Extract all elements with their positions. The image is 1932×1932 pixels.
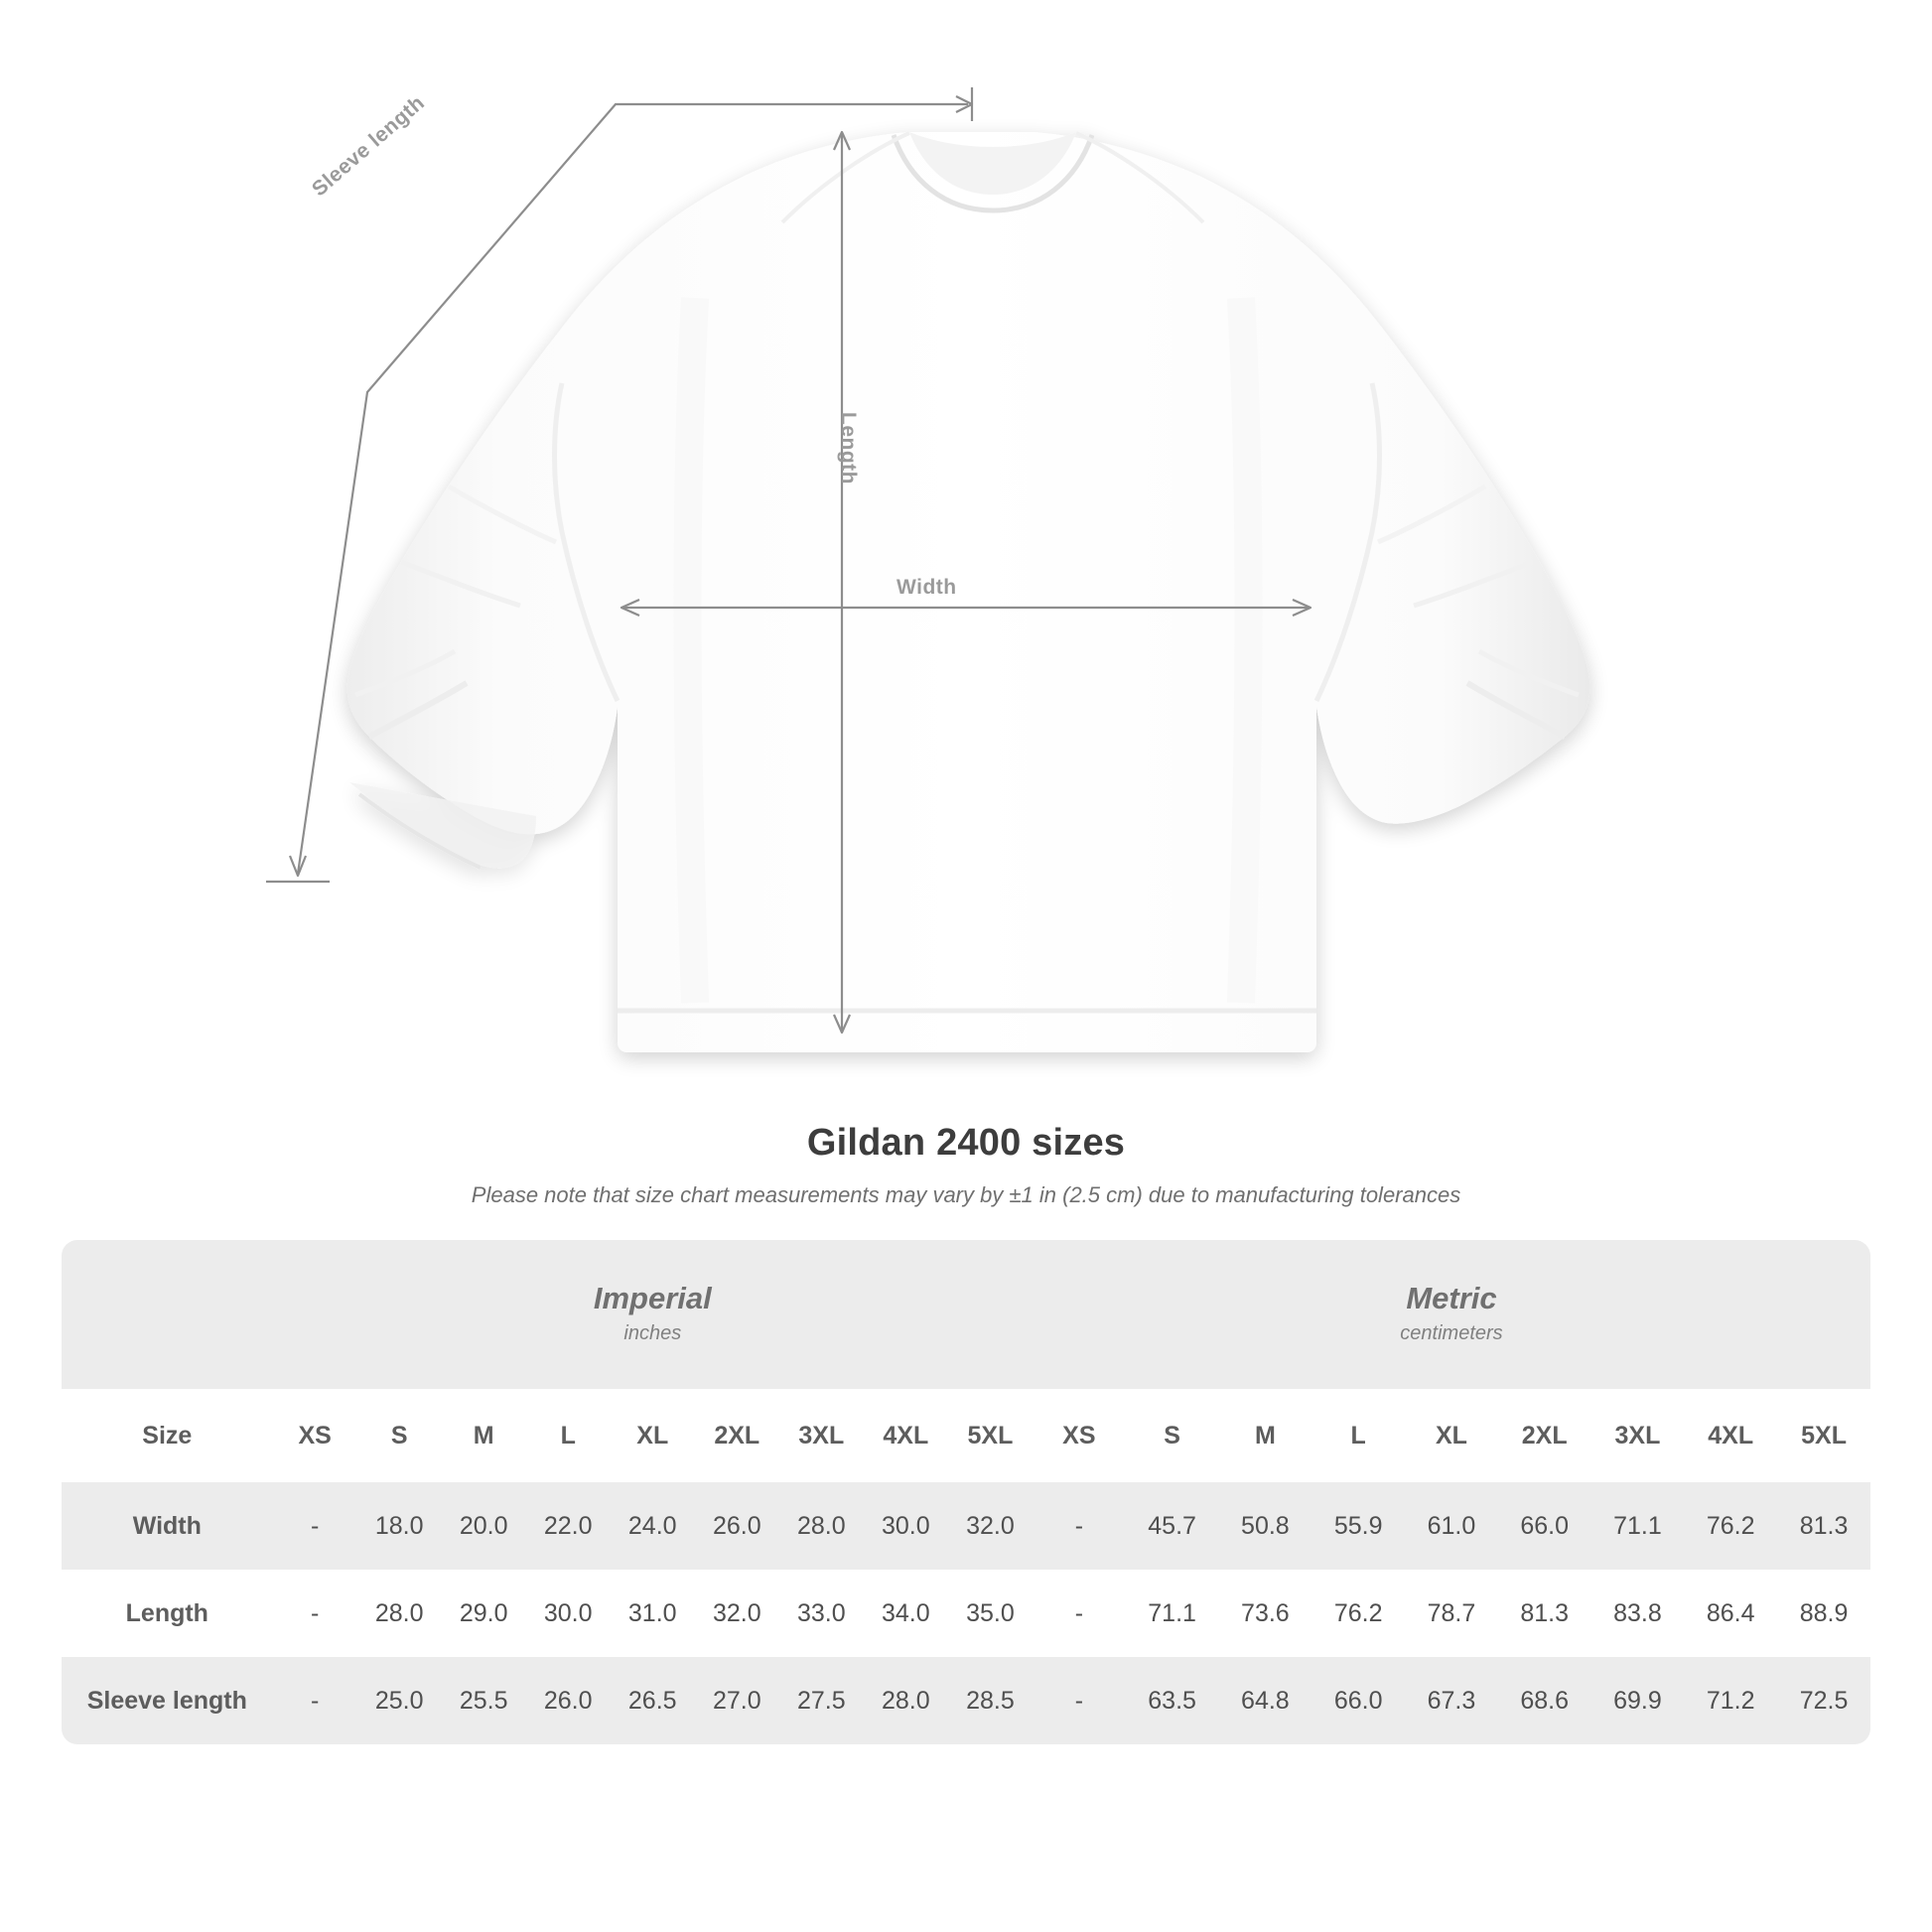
cell-width-imperial-4xl: 30.0 bbox=[864, 1482, 948, 1570]
cell-width-metric-xl: 61.0 bbox=[1405, 1482, 1498, 1570]
size-table-wrap bbox=[62, 1240, 1870, 1744]
size-col-metric-xs: XS bbox=[1033, 1389, 1126, 1482]
cell-length-imperial-s: 28.0 bbox=[357, 1570, 442, 1657]
cell-length-metric-xl: 78.7 bbox=[1405, 1570, 1498, 1657]
cell-sleeve-metric-5xl: 72.5 bbox=[1777, 1657, 1870, 1744]
cell-length-imperial-xs: - bbox=[273, 1570, 357, 1657]
size-col-metric-m: M bbox=[1219, 1389, 1312, 1482]
unit-header-spacer bbox=[62, 1240, 273, 1389]
cell-sleeve-metric-3xl: 69.9 bbox=[1591, 1657, 1685, 1744]
size-col-imperial-s: S bbox=[357, 1389, 442, 1482]
cell-length-imperial-2xl: 32.0 bbox=[695, 1570, 779, 1657]
cell-length-imperial-5xl: 35.0 bbox=[948, 1570, 1033, 1657]
cell-width-metric-2xl: 66.0 bbox=[1498, 1482, 1591, 1570]
cell-width-imperial-s: 18.0 bbox=[357, 1482, 442, 1570]
unit-name-metric: Metric bbox=[1406, 1280, 1497, 1315]
cell-sleeve-imperial-3xl: 27.5 bbox=[779, 1657, 864, 1744]
cell-length-metric-xs: - bbox=[1033, 1570, 1126, 1657]
page-title: Gildan 2400 sizes bbox=[806, 1122, 1126, 1164]
title-block bbox=[0, 1122, 1932, 1208]
unit-header-imperial bbox=[273, 1240, 1033, 1389]
cell-width-metric-s: 45.7 bbox=[1126, 1482, 1219, 1570]
cell-sleeve-imperial-s: 25.0 bbox=[357, 1657, 442, 1744]
cell-sleeve-metric-xl: 67.3 bbox=[1405, 1657, 1498, 1744]
unit-sub-metric: centimeters bbox=[1400, 1322, 1503, 1345]
size-col-imperial-l: L bbox=[526, 1389, 611, 1482]
size-col-imperial-5xl: 5XL bbox=[948, 1389, 1033, 1482]
cell-length-metric-4xl: 86.4 bbox=[1684, 1570, 1777, 1657]
table-row bbox=[62, 1482, 1870, 1570]
cell-width-metric-l: 55.9 bbox=[1311, 1482, 1405, 1570]
size-col-imperial-m: M bbox=[442, 1389, 526, 1482]
cell-length-imperial-4xl: 34.0 bbox=[864, 1570, 948, 1657]
cell-sleeve-metric-4xl: 71.2 bbox=[1684, 1657, 1777, 1744]
cell-length-imperial-m: 29.0 bbox=[442, 1570, 526, 1657]
cell-sleeve-metric-xs: - bbox=[1033, 1657, 1126, 1744]
cell-sleeve-metric-l: 66.0 bbox=[1311, 1657, 1405, 1744]
cell-sleeve-imperial-l: 26.0 bbox=[526, 1657, 611, 1744]
cell-width-metric-xs: - bbox=[1033, 1482, 1126, 1570]
table-row bbox=[62, 1657, 1870, 1744]
size-col-metric-5xl: 5XL bbox=[1777, 1389, 1870, 1482]
row-label-sleeve-length: Sleeve length bbox=[62, 1657, 273, 1744]
size-header-row bbox=[62, 1389, 1870, 1482]
cell-width-metric-4xl: 76.2 bbox=[1684, 1482, 1777, 1570]
cell-length-imperial-3xl: 33.0 bbox=[779, 1570, 864, 1657]
size-col-metric-3xl: 3XL bbox=[1591, 1389, 1685, 1482]
cell-length-metric-l: 76.2 bbox=[1311, 1570, 1405, 1657]
cell-sleeve-imperial-5xl: 28.5 bbox=[948, 1657, 1033, 1744]
cell-length-metric-3xl: 83.8 bbox=[1591, 1570, 1685, 1657]
size-header-label: Size bbox=[62, 1389, 273, 1482]
cell-sleeve-imperial-xs: - bbox=[273, 1657, 357, 1744]
cell-length-metric-5xl: 88.9 bbox=[1777, 1570, 1870, 1657]
cell-width-imperial-l: 22.0 bbox=[526, 1482, 611, 1570]
cell-width-metric-5xl: 81.3 bbox=[1777, 1482, 1870, 1570]
cell-width-metric-m: 50.8 bbox=[1219, 1482, 1312, 1570]
size-col-imperial-xs: XS bbox=[273, 1389, 357, 1482]
cell-width-metric-3xl: 71.1 bbox=[1591, 1482, 1685, 1570]
cell-length-metric-m: 73.6 bbox=[1219, 1570, 1312, 1657]
cell-length-imperial-xl: 31.0 bbox=[611, 1570, 695, 1657]
size-col-metric-xl: XL bbox=[1405, 1389, 1498, 1482]
size-col-metric-s: S bbox=[1126, 1389, 1219, 1482]
unit-header-row bbox=[62, 1240, 1870, 1389]
cell-sleeve-imperial-xl: 26.5 bbox=[611, 1657, 695, 1744]
unit-name-imperial: Imperial bbox=[593, 1280, 712, 1315]
size-col-imperial-4xl: 4XL bbox=[864, 1389, 948, 1482]
shirt-shape bbox=[347, 132, 1590, 1052]
cell-sleeve-imperial-2xl: 27.0 bbox=[695, 1657, 779, 1744]
cell-sleeve-metric-2xl: 68.6 bbox=[1498, 1657, 1591, 1744]
tolerance-note: Please note that size chart measurements may vary by ±1 in (2.5 cm) due to manufacturing tolerances bbox=[471, 1182, 1461, 1207]
cell-width-imperial-2xl: 26.0 bbox=[695, 1482, 779, 1570]
unit-header-metric bbox=[1033, 1240, 1870, 1389]
length-label: Length bbox=[837, 412, 860, 484]
unit-sub-imperial: inches bbox=[623, 1322, 682, 1345]
row-label-width: Width bbox=[62, 1482, 273, 1570]
cell-sleeve-imperial-4xl: 28.0 bbox=[864, 1657, 948, 1744]
cell-width-imperial-3xl: 28.0 bbox=[779, 1482, 864, 1570]
width-label: Width bbox=[897, 576, 957, 599]
cell-sleeve-imperial-m: 25.5 bbox=[442, 1657, 526, 1744]
row-label-length: Length bbox=[62, 1570, 273, 1657]
size-table bbox=[62, 1240, 1870, 1744]
table-row bbox=[62, 1570, 1870, 1657]
sleeve-length-label: Sleeve length bbox=[308, 90, 430, 202]
cell-length-imperial-l: 30.0 bbox=[526, 1570, 611, 1657]
size-col-metric-4xl: 4XL bbox=[1684, 1389, 1777, 1482]
cell-width-imperial-5xl: 32.0 bbox=[948, 1482, 1033, 1570]
cell-sleeve-metric-m: 64.8 bbox=[1219, 1657, 1312, 1744]
size-col-imperial-xl: XL bbox=[611, 1389, 695, 1482]
cell-width-imperial-xs: - bbox=[273, 1482, 357, 1570]
cell-width-imperial-xl: 24.0 bbox=[611, 1482, 695, 1570]
cell-sleeve-metric-s: 63.5 bbox=[1126, 1657, 1219, 1744]
size-col-metric-2xl: 2XL bbox=[1498, 1389, 1591, 1482]
size-col-metric-l: L bbox=[1311, 1389, 1405, 1482]
cell-width-imperial-m: 20.0 bbox=[442, 1482, 526, 1570]
size-col-imperial-3xl: 3XL bbox=[779, 1389, 864, 1482]
cell-length-metric-s: 71.1 bbox=[1126, 1570, 1219, 1657]
size-col-imperial-2xl: 2XL bbox=[695, 1389, 779, 1482]
cell-length-metric-2xl: 81.3 bbox=[1498, 1570, 1591, 1657]
